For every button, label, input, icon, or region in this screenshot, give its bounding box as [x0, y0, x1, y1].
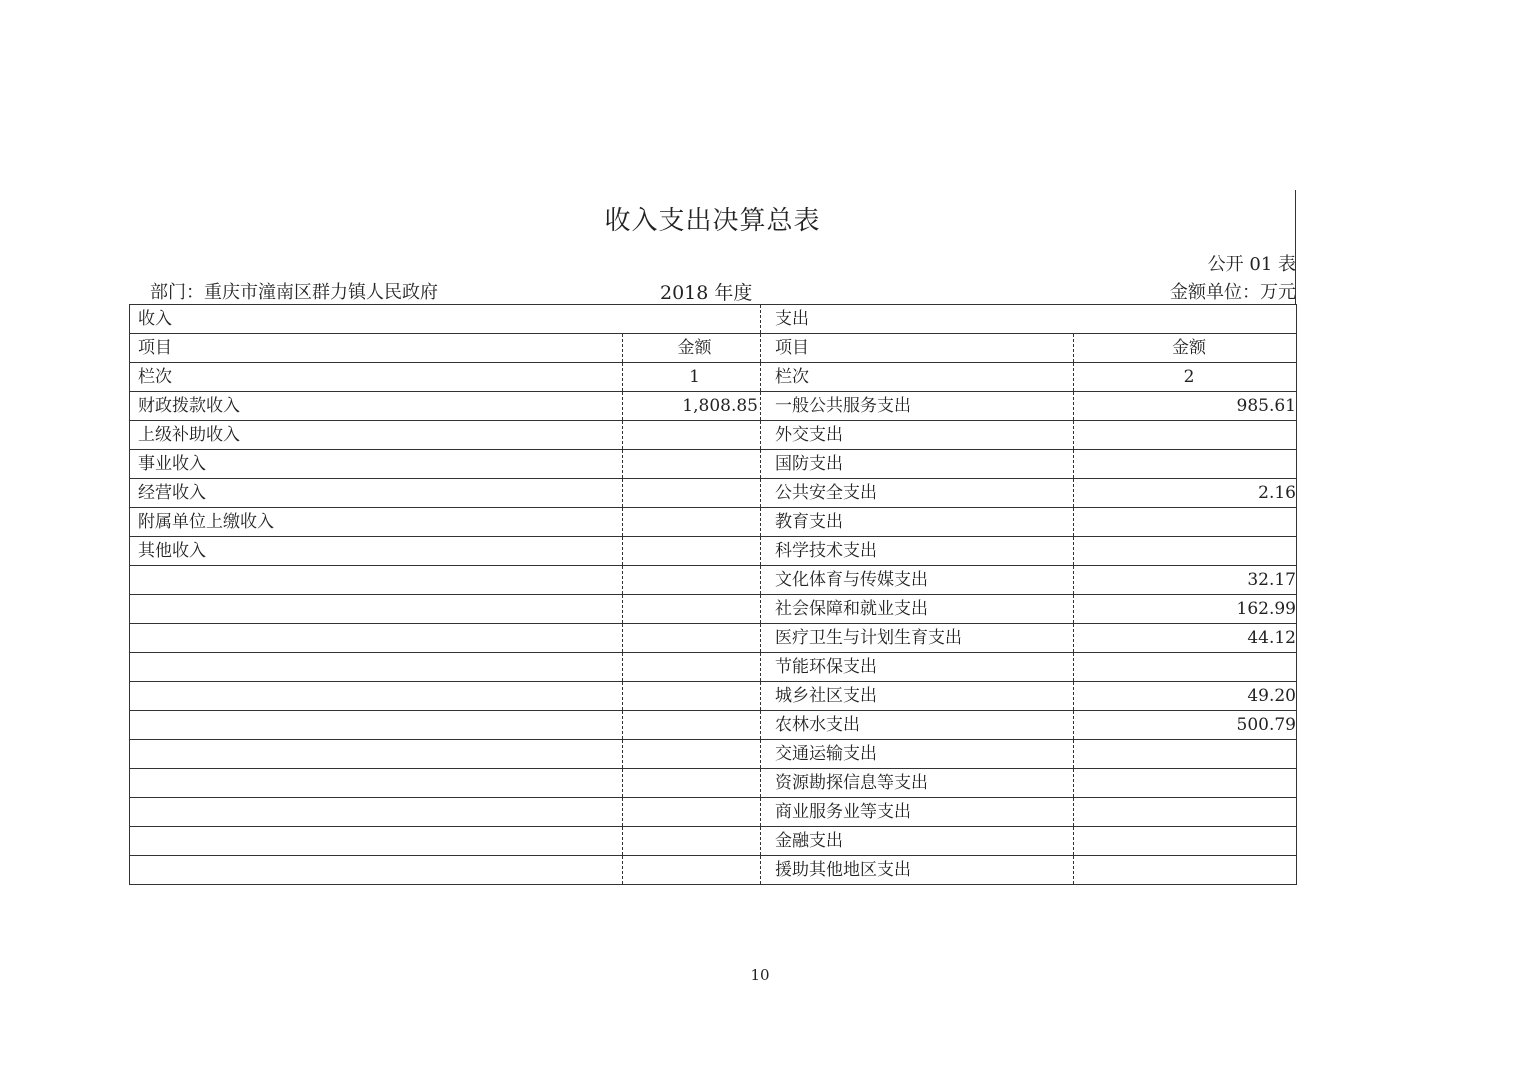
income-item-cell — [130, 682, 623, 711]
expense-item-cell: 文化体育与传媒支出 — [761, 566, 1074, 595]
page-title: 收入支出决算总表 — [604, 206, 821, 236]
income-item-cell — [130, 595, 623, 624]
expense-item-cell: 援助其他地区支出 — [761, 856, 1074, 885]
income-amount-cell — [623, 856, 761, 885]
expense-item-cell: 交通运输支出 — [761, 740, 1074, 769]
expense-item-cell: 金融支出 — [761, 827, 1074, 856]
expense-amount-cell — [1074, 450, 1297, 479]
expense-item-cell: 社会保障和就业支出 — [761, 595, 1074, 624]
expense-amount-cell — [1074, 740, 1297, 769]
table-row — [130, 479, 1297, 508]
header-amount-right: 金额 — [1074, 334, 1297, 363]
index-left: 1 — [623, 363, 761, 392]
expense-amount-cell: 49.20 — [1074, 682, 1297, 711]
amount-unit: 金额单位：万元 — [1170, 282, 1296, 303]
table-row — [130, 740, 1297, 769]
income-amount-cell — [623, 740, 761, 769]
table-row — [130, 508, 1297, 537]
income-amount-cell — [623, 479, 761, 508]
income-item-cell: 事业收入 — [130, 450, 623, 479]
income-item-cell — [130, 653, 623, 682]
income-item-cell: 上级补助收入 — [130, 421, 623, 450]
expense-item-cell: 国防支出 — [761, 450, 1074, 479]
expense-amount-cell: 985.61 — [1074, 392, 1297, 421]
expense-item-cell: 一般公共服务支出 — [761, 392, 1074, 421]
expense-amount-cell: 44.12 — [1074, 624, 1297, 653]
table-row — [130, 769, 1297, 798]
expense-item-cell: 商业服务业等支出 — [761, 798, 1074, 827]
header-amount-left: 金额 — [623, 334, 761, 363]
income-item-cell — [130, 624, 623, 653]
expense-item-cell: 医疗卫生与计划生育支出 — [761, 624, 1074, 653]
fiscal-year: 2018 年度 — [660, 282, 753, 304]
expense-amount-cell — [1074, 769, 1297, 798]
table-row — [130, 711, 1297, 740]
section-income: 收入 — [130, 305, 761, 334]
income-amount-cell — [623, 566, 761, 595]
table-row — [130, 450, 1297, 479]
income-amount-cell — [623, 653, 761, 682]
expense-amount-cell — [1074, 798, 1297, 827]
column-index-row — [130, 363, 1297, 392]
income-item-cell: 附属单位上缴收入 — [130, 508, 623, 537]
income-amount-cell — [623, 595, 761, 624]
table-row — [130, 421, 1297, 450]
income-item-cell — [130, 827, 623, 856]
table-row — [130, 798, 1297, 827]
expense-amount-cell — [1074, 653, 1297, 682]
department-label: 部门：重庆市潼南区群力镇人民政府 — [150, 282, 438, 303]
table-row — [130, 392, 1297, 421]
table-row — [130, 827, 1297, 856]
expense-amount-cell: 2.16 — [1074, 479, 1297, 508]
column-header-row — [130, 334, 1297, 363]
section-expense: 支出 — [761, 305, 1297, 334]
index-right: 2 — [1074, 363, 1297, 392]
income-amount-cell — [623, 537, 761, 566]
income-item-cell — [130, 769, 623, 798]
expense-item-cell: 教育支出 — [761, 508, 1074, 537]
income-amount-cell: 1,808.85 — [623, 392, 761, 421]
income-amount-cell — [623, 798, 761, 827]
expense-item-cell: 外交支出 — [761, 421, 1074, 450]
header-item-left: 项目 — [130, 334, 623, 363]
expense-amount-cell — [1074, 827, 1297, 856]
expense-item-cell: 公共安全支出 — [761, 479, 1074, 508]
table-row — [130, 624, 1297, 653]
expense-amount-cell: 32.17 — [1074, 566, 1297, 595]
expense-amount-cell: 162.99 — [1074, 595, 1297, 624]
income-item-cell: 经营收入 — [130, 479, 623, 508]
section-header-row — [130, 305, 1297, 334]
income-expense-table — [129, 304, 1297, 885]
income-item-cell — [130, 740, 623, 769]
table-row — [130, 537, 1297, 566]
income-item-cell: 财政拨款收入 — [130, 392, 623, 421]
expense-amount-cell — [1074, 856, 1297, 885]
expense-amount-cell — [1074, 537, 1297, 566]
page-number: 10 — [750, 966, 770, 984]
expense-amount-cell — [1074, 421, 1297, 450]
income-amount-cell — [623, 624, 761, 653]
income-amount-cell — [623, 682, 761, 711]
income-item-cell: 其他收入 — [130, 537, 623, 566]
table-row — [130, 566, 1297, 595]
expense-item-cell: 农林水支出 — [761, 711, 1074, 740]
income-amount-cell — [623, 769, 761, 798]
income-item-cell — [130, 798, 623, 827]
expense-item-cell: 科学技术支出 — [761, 537, 1074, 566]
table-row — [130, 595, 1297, 624]
expense-item-cell: 城乡社区支出 — [761, 682, 1074, 711]
income-item-cell — [130, 711, 623, 740]
table-row — [130, 856, 1297, 885]
income-amount-cell — [623, 421, 761, 450]
income-amount-cell — [623, 711, 761, 740]
income-amount-cell — [623, 508, 761, 537]
expense-amount-cell: 500.79 — [1074, 711, 1297, 740]
table-row — [130, 682, 1297, 711]
table-code: 公开 01 表 — [1207, 254, 1296, 275]
expense-amount-cell — [1074, 508, 1297, 537]
expense-item-cell: 资源勘探信息等支出 — [761, 769, 1074, 798]
expense-item-cell: 节能环保支出 — [761, 653, 1074, 682]
income-item-cell — [130, 856, 623, 885]
index-label-left: 栏次 — [130, 363, 623, 392]
header-item-right: 项目 — [761, 334, 1074, 363]
index-label-right: 栏次 — [761, 363, 1074, 392]
income-amount-cell — [623, 827, 761, 856]
income-amount-cell — [623, 450, 761, 479]
income-item-cell — [130, 566, 623, 595]
table-row — [130, 653, 1297, 682]
